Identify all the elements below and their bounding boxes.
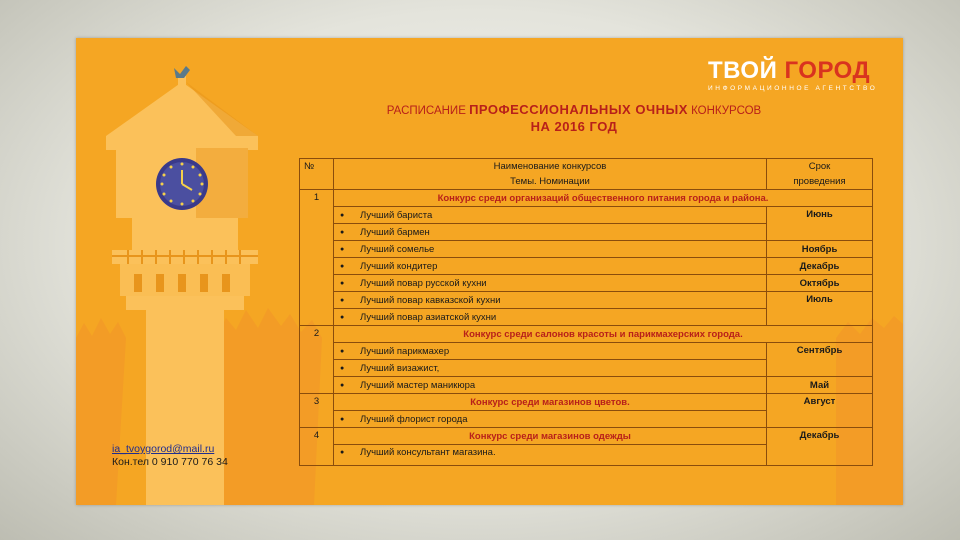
contact-email-link[interactable]: ia_tvoygorod@mail.ru xyxy=(112,443,215,455)
nomination-item: ● Лучший бариста xyxy=(334,207,767,224)
contact-info xyxy=(112,443,228,469)
table-row xyxy=(300,394,873,411)
clock-icon xyxy=(156,158,208,210)
nomination-item: ● Лучший повар кавказской кухни xyxy=(334,292,767,309)
group-number: 1 xyxy=(300,190,334,326)
table-row xyxy=(300,190,873,207)
nomination-item: ● Лучший сомелье xyxy=(334,241,767,258)
nomination-item: ● Лучший повар русской кухни xyxy=(334,275,767,292)
title-year: НА 2016 ГОД xyxy=(530,119,618,134)
term-cell: Сентябрь xyxy=(767,343,873,377)
table-row xyxy=(300,292,873,309)
nomination-item: ● Лучший визажист, xyxy=(334,360,767,377)
table-header-row xyxy=(300,159,873,190)
term-cell: Октябрь xyxy=(767,275,873,292)
table-row xyxy=(300,326,873,343)
term-cell: Июнь xyxy=(767,207,873,241)
group-number: 3 xyxy=(300,394,334,428)
term-cell: Декабрь xyxy=(767,258,873,275)
table-row xyxy=(300,377,873,394)
table-row xyxy=(300,258,873,275)
table-row xyxy=(300,343,873,360)
header-name: Наименование конкурсов Темы. Номинации xyxy=(334,159,767,190)
logo-subtitle: ИНФОРМАЦИОННОЕ АГЕНТСТВО xyxy=(708,85,878,92)
nomination-item: ● Лучший бармен xyxy=(334,224,767,241)
page-title xyxy=(320,102,828,135)
nomination-item: ● Лучший парикмахер xyxy=(334,343,767,360)
contest-title: Конкурс среди магазинов цветов. xyxy=(334,394,767,411)
header-number: № xyxy=(300,159,334,190)
group-number: 4 xyxy=(300,428,334,466)
agency-logo xyxy=(708,58,877,92)
table-row xyxy=(300,207,873,224)
title-part-3: КОНКУРСОВ xyxy=(687,105,762,117)
term-cell: Ноябрь xyxy=(767,241,873,258)
header-term: Срок проведения xyxy=(767,159,873,190)
group-number: 2 xyxy=(300,326,334,394)
nomination-item: ● Лучший повар азиатской кухни xyxy=(334,309,767,326)
table-row xyxy=(300,275,873,292)
title-part-1: РАСПИСАНИЕ xyxy=(386,105,470,117)
title-part-2: ПРОФЕССИОНАЛЬНЫХ ОЧНЫХ xyxy=(469,102,688,117)
table-row xyxy=(300,428,873,445)
contest-title: Конкурс среди организаций общественного питания города и района. xyxy=(334,190,873,207)
term-cell: Август xyxy=(767,394,873,428)
contest-title: Конкурс среди салонов красоты и парикмахерских города. xyxy=(334,326,873,343)
term-cell: Декабрь xyxy=(767,428,873,466)
term-cell: Июль xyxy=(767,292,873,326)
contact-phone: Кон.тел 0 910 770 76 34 xyxy=(112,456,228,468)
nomination-item: ● Лучший консультант магазина. xyxy=(334,445,767,466)
contest-title: Конкурс среди магазинов одежды xyxy=(334,428,767,445)
term-cell: Май xyxy=(767,377,873,394)
nomination-item: ● Лучший кондитер xyxy=(334,258,767,275)
bird-icon xyxy=(174,66,190,78)
logo-word-2: ГОРОД xyxy=(784,57,871,84)
slide xyxy=(76,38,903,505)
nomination-item: ● Лучший флорист города xyxy=(334,411,767,428)
schedule-table xyxy=(299,158,873,466)
logo-word-1: ТВОЙ xyxy=(708,57,778,84)
table-row xyxy=(300,241,873,258)
nomination-item: ● Лучший мастер маникюра xyxy=(334,377,767,394)
